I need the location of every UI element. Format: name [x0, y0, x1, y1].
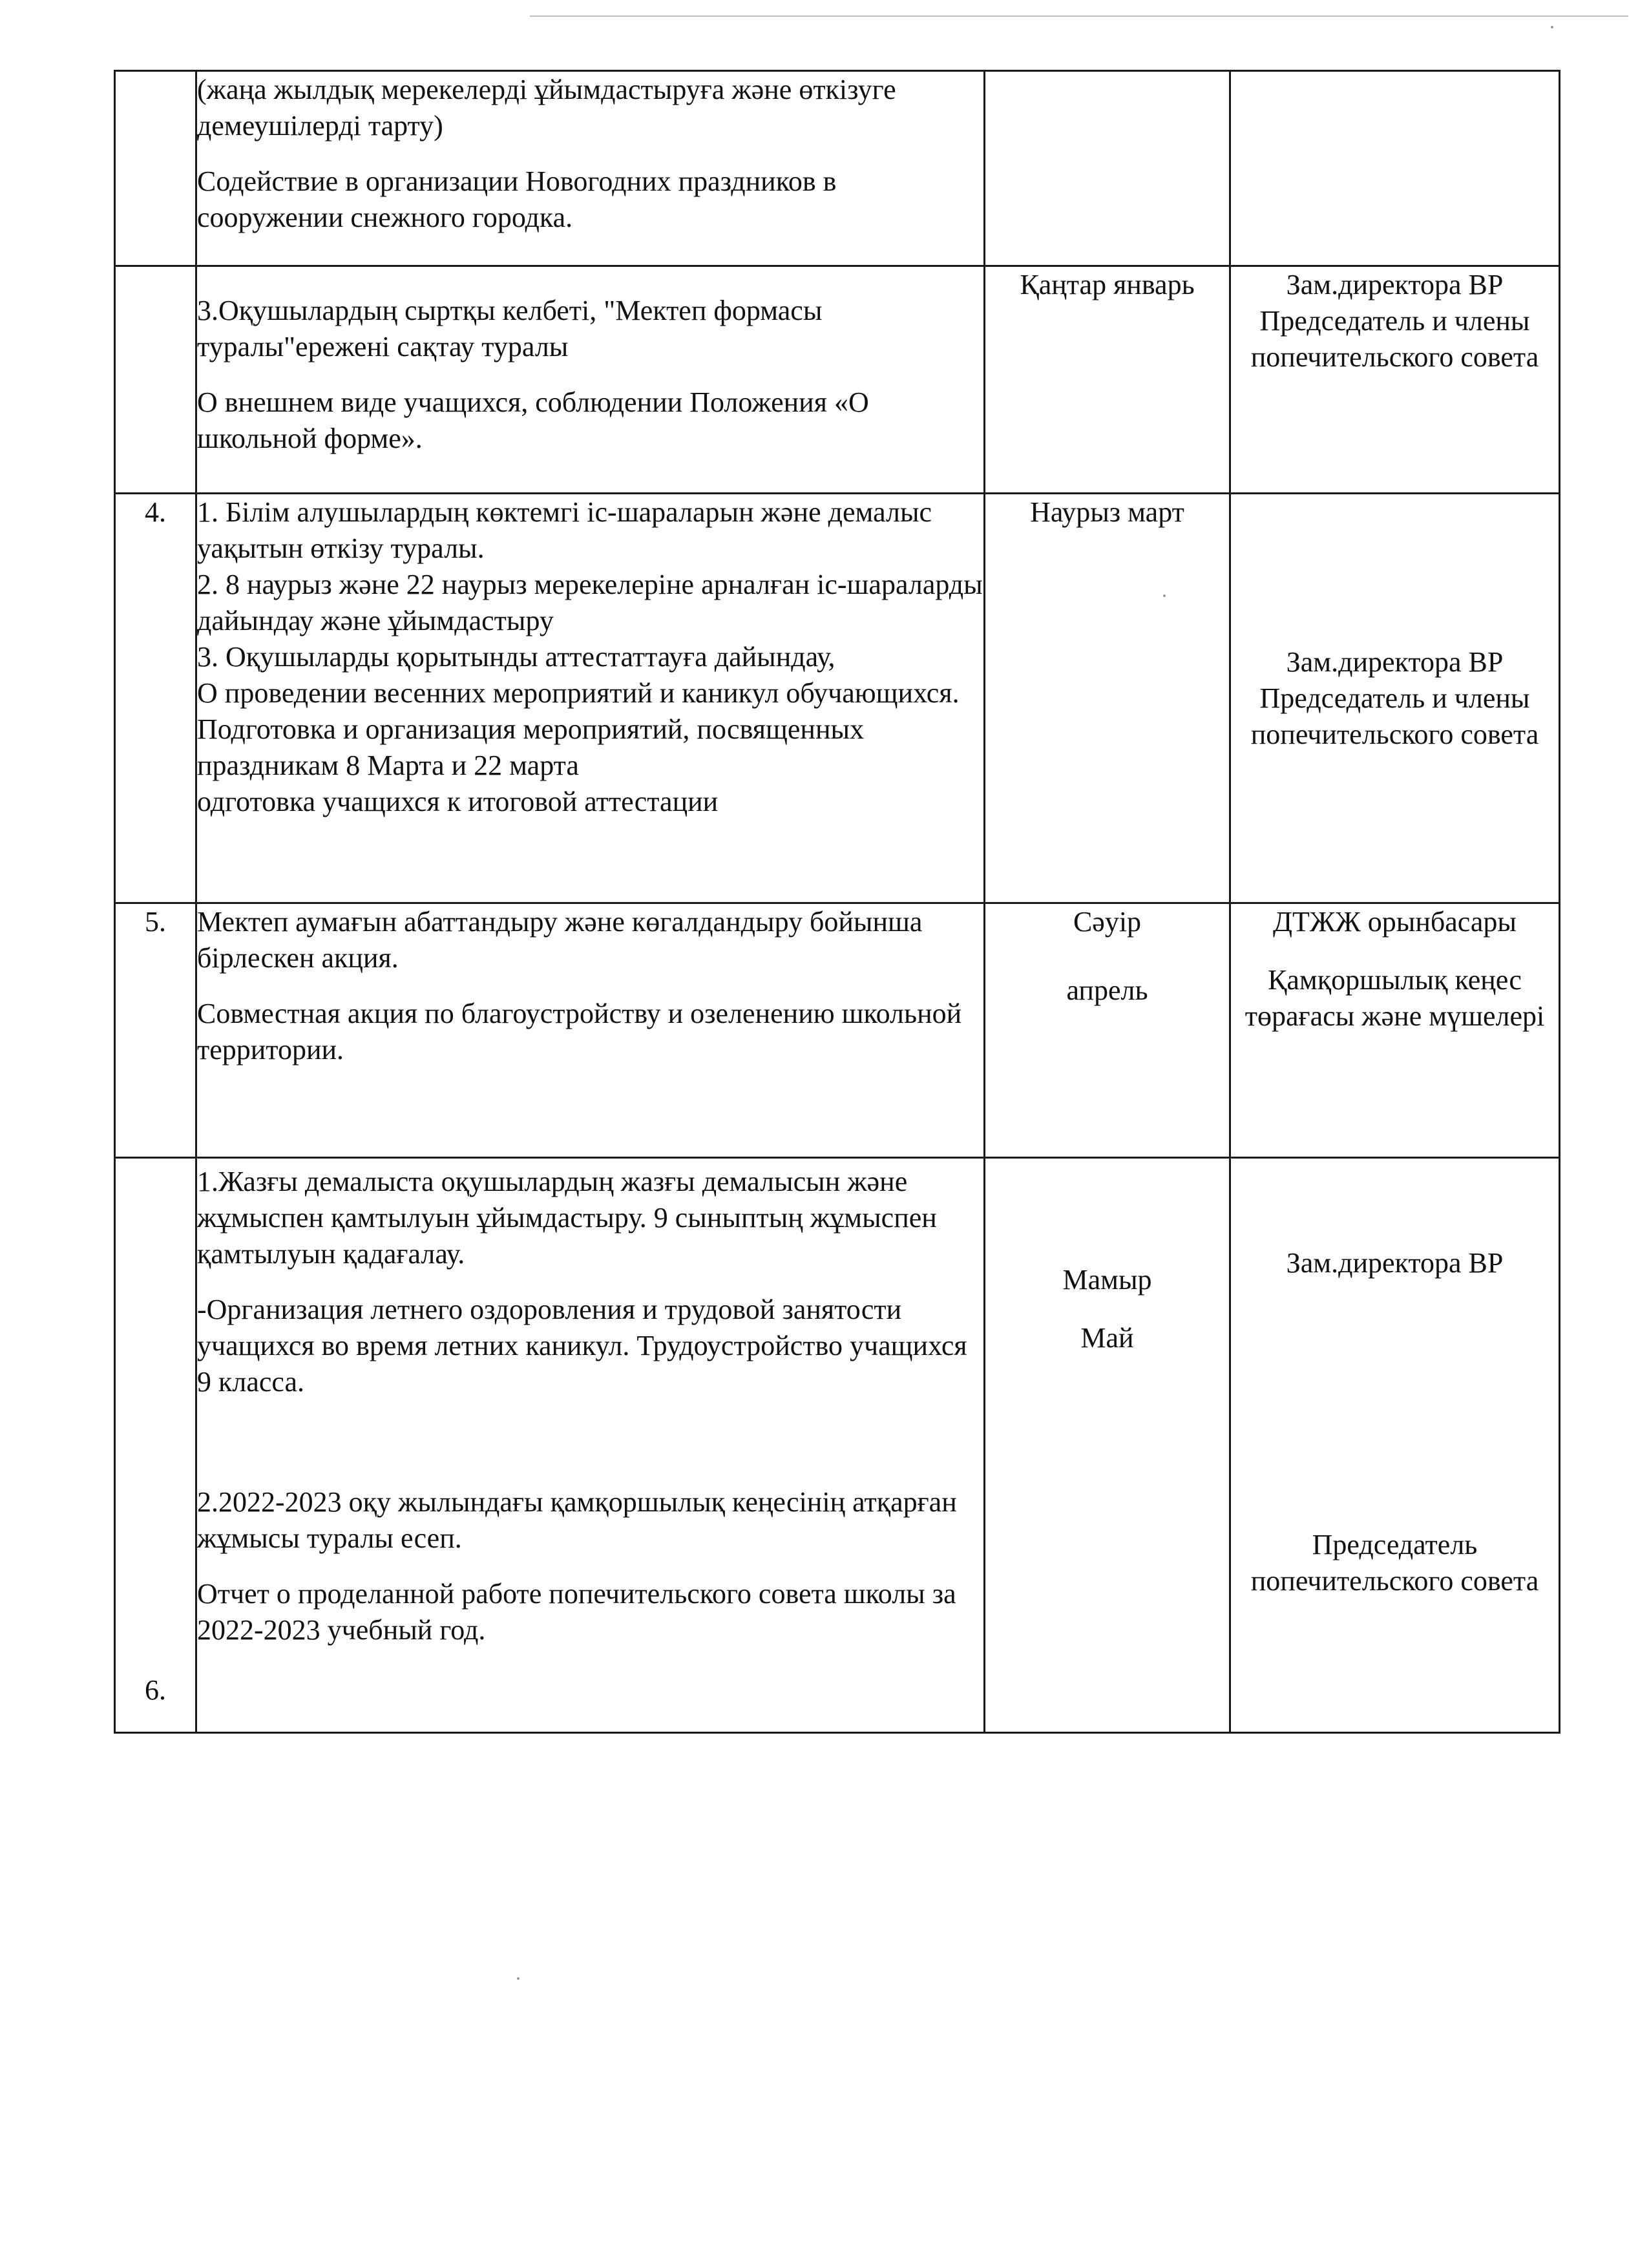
event-text-ru: О внешнем виде учащихся, соблюдении Положения «О школьной форме». [197, 386, 869, 454]
table-row [115, 71, 1560, 266]
event-text-ru: Отчет о проделанной работе попечительского совета школы за 2022-2023 учебный год. [197, 1578, 956, 1646]
date-cell: Наурыз март [985, 494, 1230, 903]
responsible-line: Председатель попечительского совета [1250, 1529, 1539, 1597]
responsible-cell: Зам.директора ВР Председатель и члены попечительского совета [1230, 266, 1560, 494]
responsible-cell [1230, 903, 1560, 1158]
date-ru: апрель [1066, 974, 1148, 1006]
event-description-cell [196, 266, 985, 494]
spacer [1231, 1281, 1559, 1527]
event-description-cell [196, 903, 985, 1158]
date-ru: Май [1080, 1322, 1134, 1354]
event-text-ru: О проведении весенних мероприятий и каникул обучающихся. [197, 677, 960, 709]
scan-edge-line [530, 16, 1628, 17]
row-number-cell [115, 266, 196, 494]
responsible-cell [1230, 1158, 1560, 1733]
table-row [115, 903, 1560, 1158]
spacer [985, 1298, 1229, 1320]
responsible-cell: Зам.директора ВР Председатель и члены попечительского совета [1230, 494, 1560, 903]
table-row [115, 266, 1560, 494]
scan-speck [517, 1977, 520, 1980]
event-text-kz: 3.Оқушылардың сыртқы келбеті, "Мектеп формасы туралы"ережені сақтау туралы [197, 295, 823, 362]
spacer [1231, 940, 1559, 962]
event-text-ru: Содействие в организации Новогодних праздников в сооружении снежного городка. [197, 165, 837, 233]
date-cell: Қаңтар январь [985, 266, 1230, 494]
table-row [115, 1158, 1560, 1733]
event-text-ru: одготовка учащихся к итоговой аттестации [197, 786, 719, 817]
date-kz: Сәуір [1073, 906, 1142, 938]
row-number-cell: 5. [115, 903, 196, 1158]
row-number-cell: 6. [115, 1158, 196, 1733]
event-text-ru: Подготовка и организация мероприятий, посвященных праздникам 8 Марта и 22 марта [197, 713, 865, 781]
spacer [985, 940, 1229, 972]
event-text-ru: -Организация летнего оздоровления и трудовой занятости учащихся во время летних каникул. Трудоустройство учащихся 9 класса. [197, 1294, 967, 1398]
event-description-cell [196, 494, 985, 903]
date-cell [985, 903, 1230, 1158]
event-description-cell [196, 1158, 985, 1733]
event-text-kz: 2. 8 наурыз және 22 наурыз мерекелеріне арналған іс-шараларды дайындау және ұйымдастыру [197, 569, 983, 636]
event-text-kz: 1. Білім алушылардың көктемгі іс-шараларын және демалыс уақытын өткізу туралы. [197, 496, 932, 564]
event-text-kz: 2.2022-2023 оқу жылындағы қамқоршылық кеңесінің атқарған жұмысы туралы есеп. [197, 1486, 957, 1554]
event-text-ru: Совместная акция по благоустройству и озеленению школьной территории. [197, 998, 962, 1066]
event-text-kz: 1.Жазғы демалыста оқушылардың жазғы демалысын және жұмыспен қамтылуын ұйымдастыру. 9 сыныптың жұмыспен қамтылуын қадағалау. [197, 1166, 937, 1270]
responsible-line: Қамқоршылық кеңес төрағасы және мүшелері [1245, 964, 1545, 1032]
row-number-cell: 4. [115, 494, 196, 903]
event-plan-table [114, 70, 1560, 1734]
responsible-line: Зам.директора ВР [1286, 1247, 1504, 1279]
date-kz: Мамыр [1062, 1264, 1152, 1296]
event-text-kz: Мектеп аумағын абаттандыру және көгалдандыру бойынша бірлескен акция. [197, 906, 923, 974]
scan-speck [1551, 26, 1553, 28]
responsible-cell [1230, 71, 1560, 266]
responsible-line: ДТЖЖ орынбасары [1273, 906, 1517, 938]
table-row [115, 494, 1560, 903]
event-description-cell [196, 71, 985, 266]
event-text-kz: (жаңа жылдық мерекелерді ұйымдастыруға және өткізуге демеушілерді тарту) [197, 74, 896, 142]
date-cell [985, 1158, 1230, 1733]
date-cell [985, 71, 1230, 266]
event-text-kz: 3. Оқушыларды қорытынды аттестаттауға дайындау, [197, 641, 835, 673]
row-number-cell [115, 71, 196, 266]
